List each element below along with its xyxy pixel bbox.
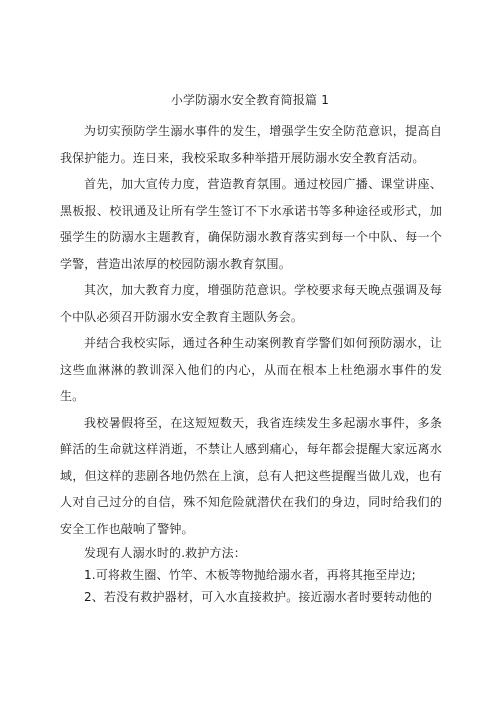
document-body: [60, 118, 442, 608]
rescue-method-item: 2、若没有救护器材，可入水直接救护。接近溺水者时要转动他的: [84, 590, 432, 604]
rescue-method-item: 1.可将救生圈、竹竿、木板等物抛给溺水者，再将其拖至岸边;: [84, 568, 416, 582]
paragraph-cases: 并结合我校实际，通过各种生动案例教育学警们如何预防溺水，让这些血淋淋的教训深入他们的内心，从而在根本上杜绝溺水事件的发生。: [60, 336, 442, 403]
rescue-method-heading: 发现有人溺水时的.救护方法：: [84, 546, 246, 560]
paragraph-education: 其次，加大教育力度，增强防范意识。学校要求每天晚点强调及每个中队必须召开防溺水安全教育主题队务会。: [60, 283, 442, 324]
paragraph-publicity: 首先，加大宣传力度，营造教育氛围。通过校园广播、课堂讲座、黑板报、校讯通及让所有学生签订不下水承诺书等多种途径或形式，加强学生的防溺水主题教育，确保防溺水教育落实到每一个中队、每一个学警，营造出浓厚的校园防溺水教育氛围。: [60, 177, 442, 271]
paragraph-intro: 为切实预防学生溺水事件的发生，增强学生安全防范意识，提高自我保护能力。连日来，我校采取多种举措开展防溺水安全教育活动。: [60, 124, 442, 165]
document-title: 小学防溺水安全教育简报篇 1: [170, 93, 330, 107]
rescue-method-list: [60, 542, 442, 608]
paragraph-warning: 我校暑假将至，在这短短数天，我省连续发生多起溺水事件，多条鲜活的生命就这样消逝，不禁让人感到痛心，每年都会提醒大家远离水域，但这样的悲剧各地仍然在上演，总有人把这些提醒当做儿戏，也有人对自己过分的自信，殊不知危险就潜伏在我们的身边，同时给我们的安全工作也敲响了警钟。: [60, 415, 442, 536]
